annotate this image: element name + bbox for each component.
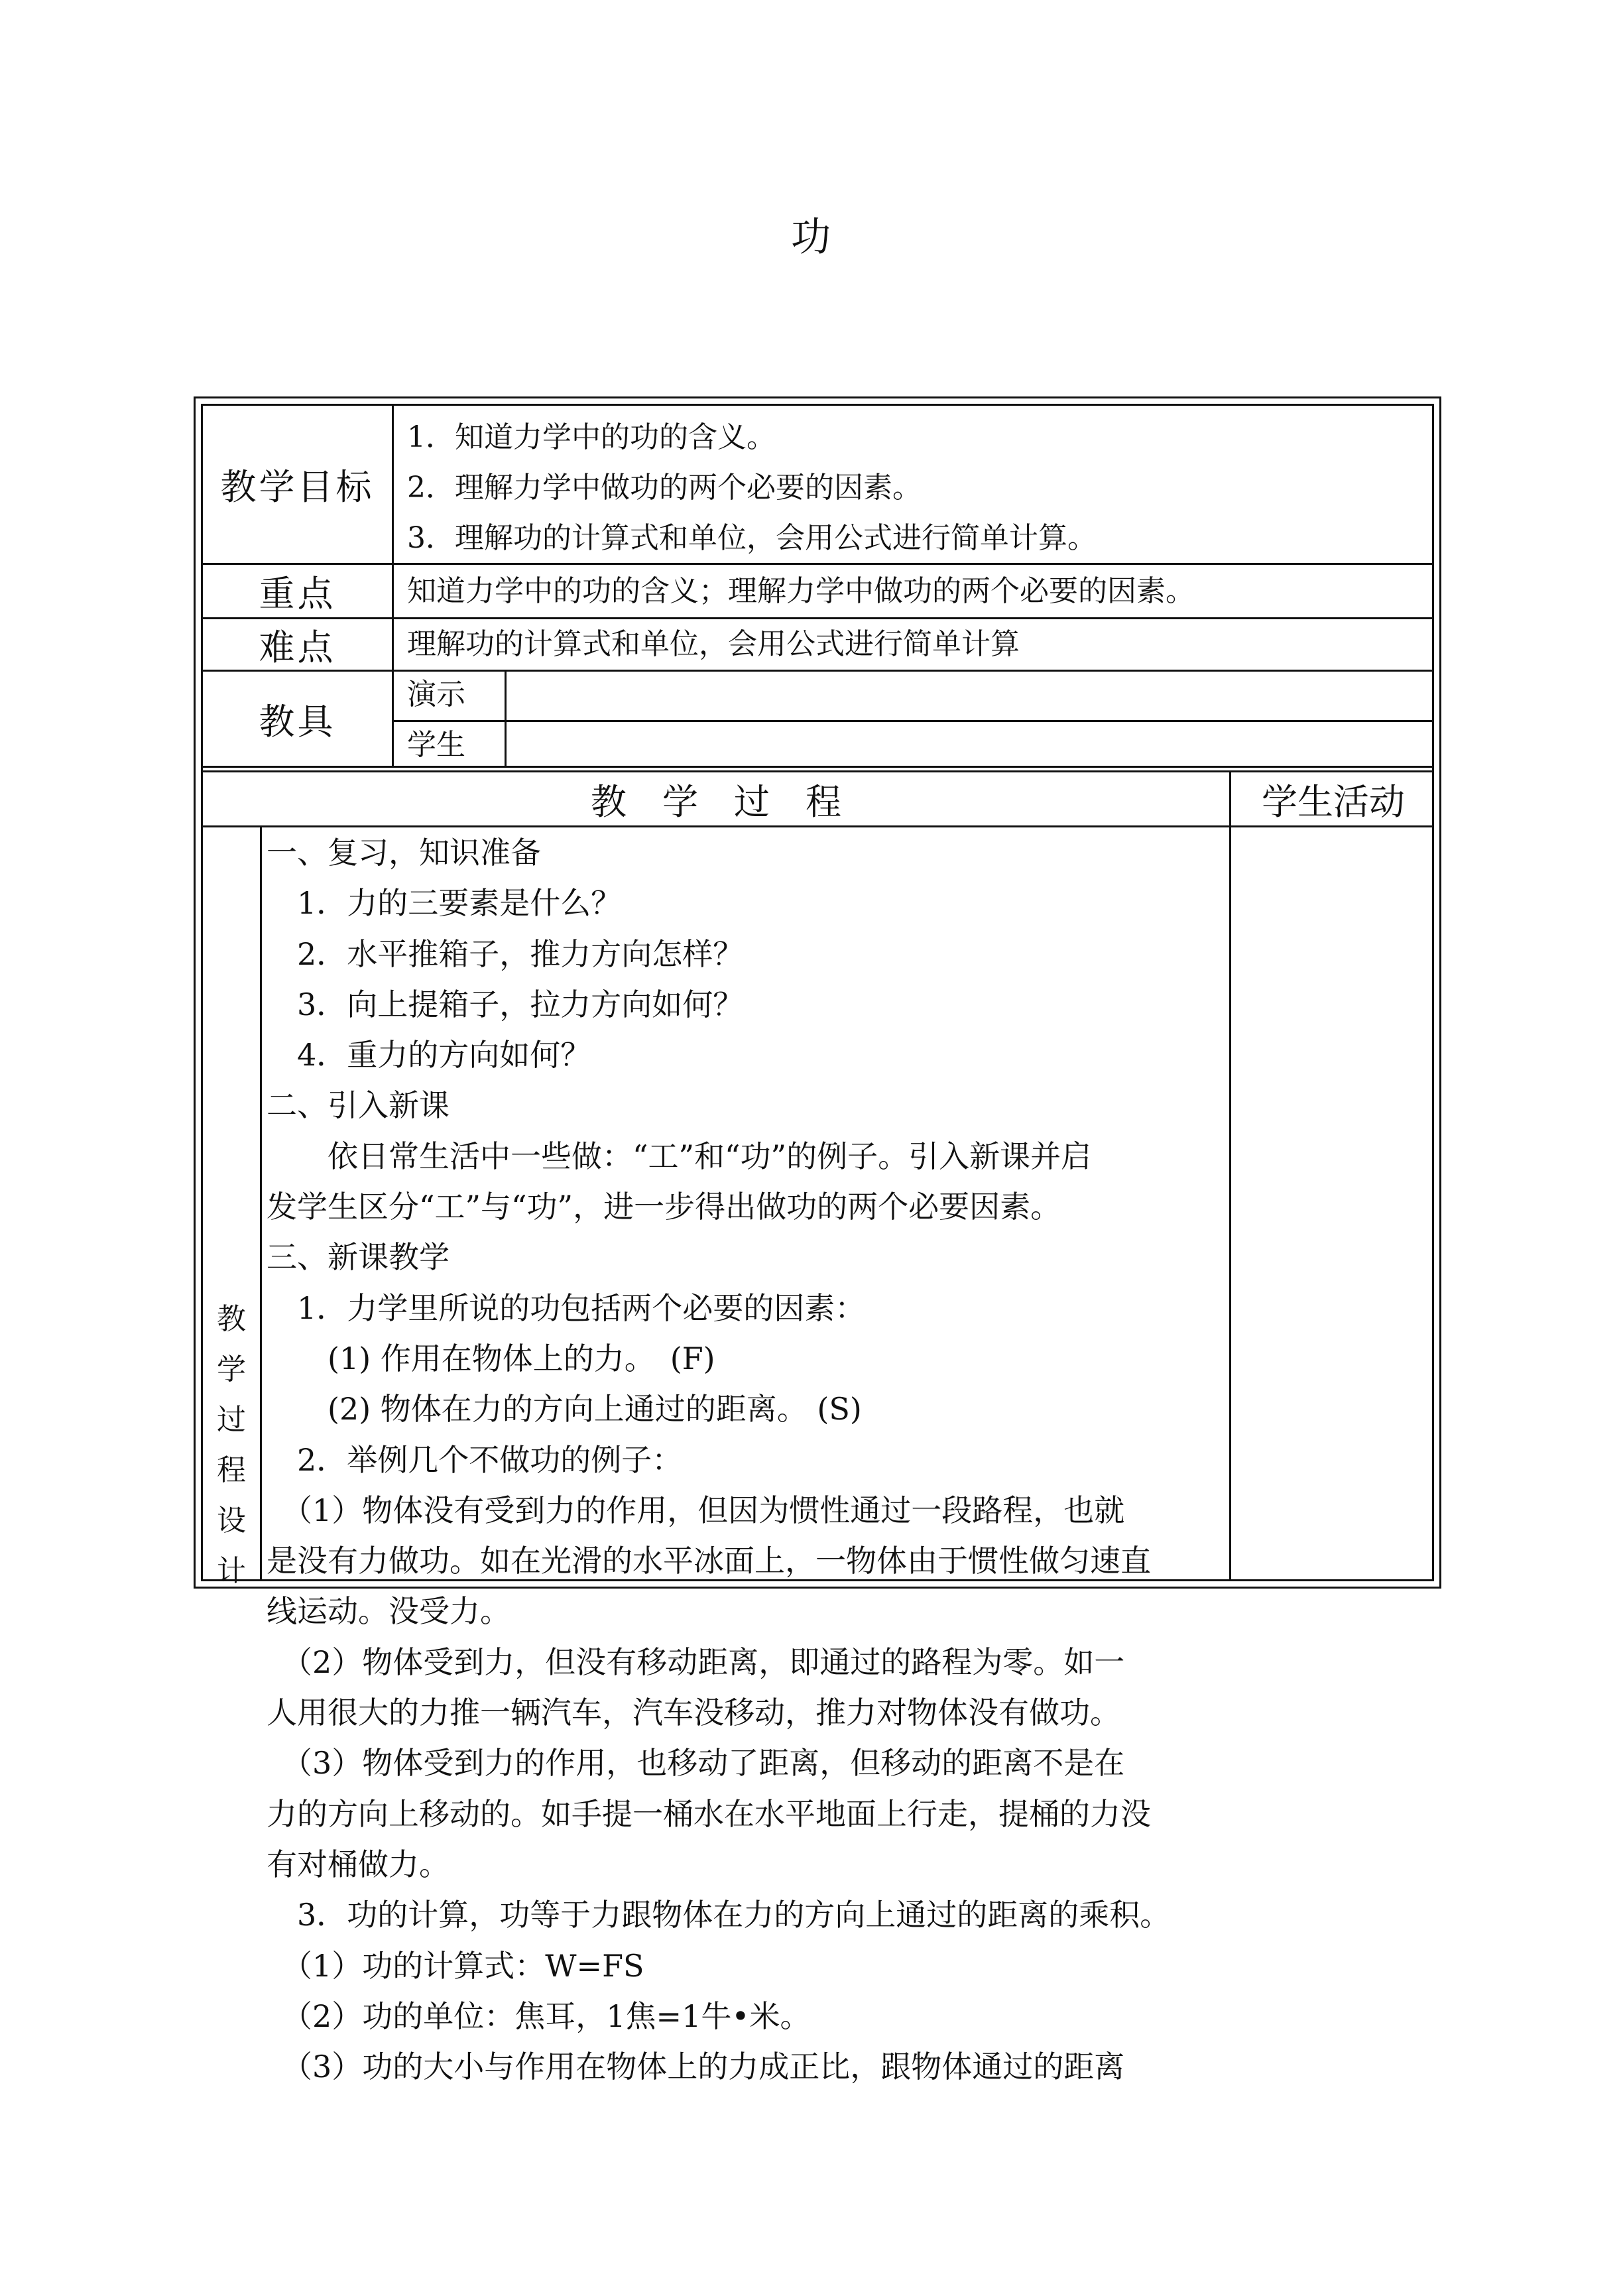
- difficulty-label: 难点: [259, 626, 336, 668]
- column-divider: [260, 827, 262, 1579]
- process-line: 人用很大的力推一辆汽车，汽车没移动，推力对物体没有做功。: [267, 1695, 1120, 1731]
- process-line: 一、复习，知识准备: [267, 835, 541, 871]
- process-line: 二、引入新课: [267, 1087, 450, 1124]
- process-line: （3）功的大小与作用在物体上的力成正比，跟物体通过的距离: [267, 2049, 1125, 2085]
- process-line: 1．力的三要素是什么？: [267, 885, 622, 922]
- process-line: (2) 物体在力的方向上通过的距离。 (S): [267, 1391, 862, 1427]
- process-line: （2）物体受到力，但没有移动距离，即通过的路程为零。如一: [267, 1644, 1125, 1680]
- process-line: （2）功的单位：焦耳，1焦=1牛•米。: [267, 1998, 811, 2034]
- process-line: 力的方向上移动的。如手提一桶水在水平地面上行走，提桶的力没: [267, 1795, 1151, 1832]
- side-label-char: 计: [217, 1554, 246, 1588]
- difficulty-text: 理解功的计算式和单位，会用公式进行简单计算: [407, 627, 1020, 661]
- side-label-char: 学: [217, 1353, 246, 1386]
- process-line: 发学生区分“工”与“功”，进一步得出做功的两个必要因素。: [267, 1189, 1061, 1225]
- tools-student-label: 学生: [407, 728, 465, 762]
- objective-item-1: 1．知道力学中的功的含义。: [407, 420, 776, 454]
- process-line: 1．力学里所说的功包括两个必要的因素：: [267, 1290, 866, 1326]
- objectives-label: 教学目标: [220, 466, 375, 508]
- key-point-label: 重点: [259, 573, 336, 615]
- objective-item-3: 3．理解功的计算式和单位，会用公式进行简单计算。: [407, 521, 1097, 555]
- side-label-char: 程: [217, 1453, 246, 1487]
- key-point-text: 知道力学中的功的含义；理解力学中做功的两个必要的因素。: [407, 574, 1195, 608]
- process-line: 4．重力的方向如何？: [267, 1037, 591, 1073]
- objective-item-2: 2．理解力学中做功的两个必要的因素。: [407, 471, 922, 505]
- tools-label: 教具: [259, 700, 336, 743]
- process-line: 依日常生活中一些做：“工”和“功”的例子。引入新课并启: [267, 1138, 1092, 1174]
- process-line: 是没有力做功。如在光滑的水平冰面上，一物体由于惯性做匀速直: [267, 1543, 1151, 1579]
- tools-demo-label: 演示: [407, 678, 465, 711]
- side-label-vertical: [203, 1294, 260, 1597]
- page-title: 功: [791, 214, 832, 261]
- process-header: 教 学 过 程: [591, 780, 841, 823]
- row-divider: [392, 720, 1432, 722]
- process-line: （3）物体受到力的作用，也移动了距离，但移动的距离不是在: [267, 1745, 1125, 1782]
- process-line: (1) 作用在物体上的力。 (F): [267, 1340, 715, 1376]
- lesson-plan-table: [194, 396, 1441, 2085]
- side-label-char: 过: [217, 1403, 246, 1437]
- side-label-char: 教: [217, 1302, 246, 1336]
- process-line: 2．水平推箱子，推力方向怎样？: [267, 936, 744, 972]
- table-inner: [201, 404, 1434, 2085]
- process-line: 3．功的计算，功等于力跟物体在力的方向上通过的距离的乘积。: [267, 1897, 1171, 1933]
- section-divider: [203, 766, 1432, 768]
- process-line: 三、新课教学: [267, 1239, 450, 1276]
- column-divider: [392, 406, 394, 766]
- activity-header: 学生活动: [1262, 780, 1405, 823]
- process-line: 线运动。没受力。: [267, 1593, 511, 1630]
- process-line: 有对桶做力。: [267, 1846, 450, 1882]
- process-line: （1）功的计算式：W=FS: [267, 1947, 644, 1984]
- process-content: [267, 827, 1234, 2092]
- column-divider: [505, 672, 507, 766]
- side-label-char: 设: [217, 1504, 246, 1538]
- process-line: （1）物体没有受到力的作用，但因为惯性通过一段路程，也就: [267, 1492, 1125, 1528]
- process-line: 2．举例几个不做功的例子：: [267, 1441, 683, 1478]
- process-line: 3．向上提箱子，拉力方向如何？: [267, 986, 744, 1022]
